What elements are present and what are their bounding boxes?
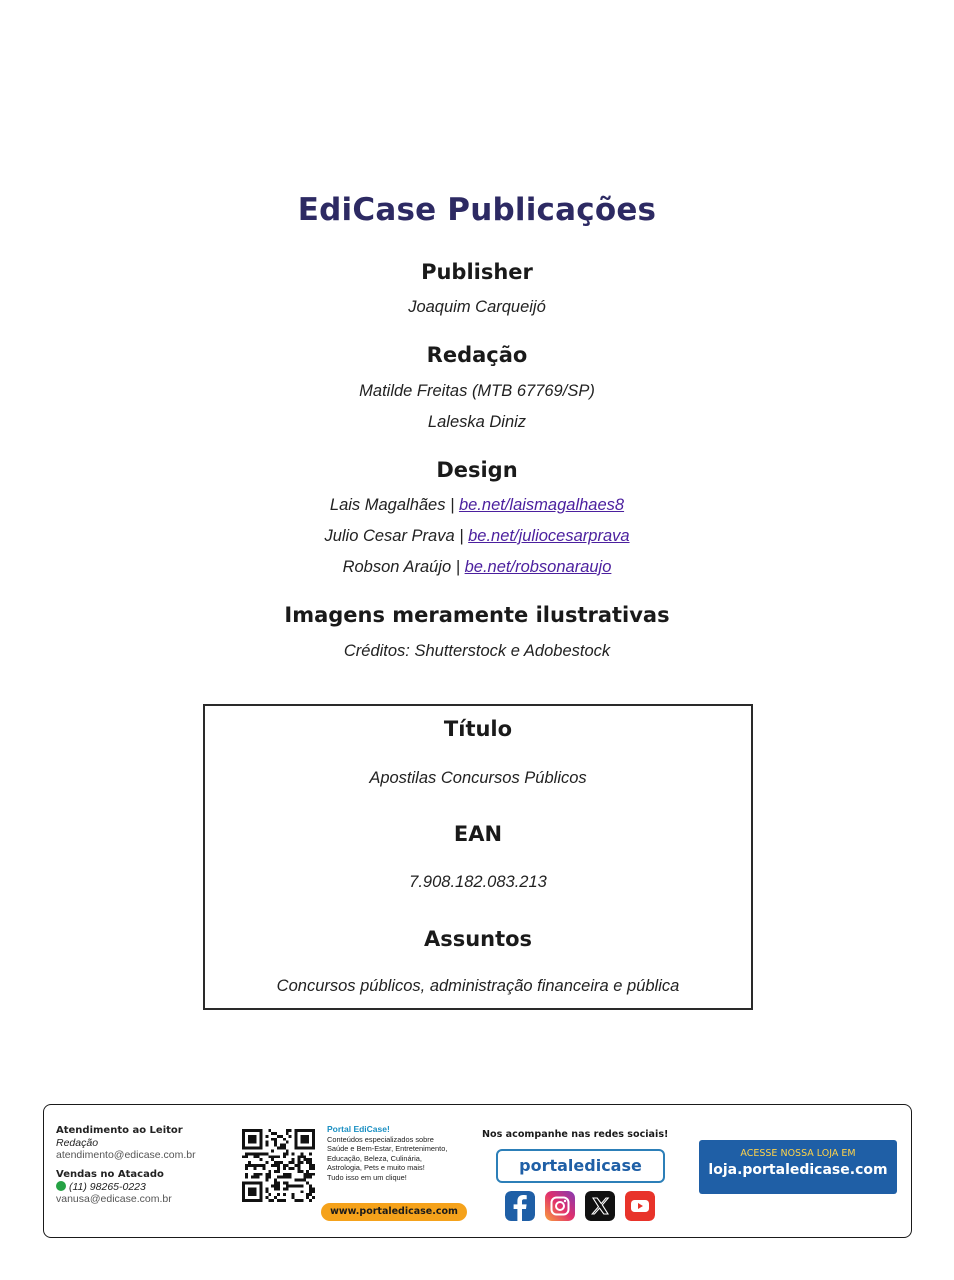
redacao-line-1: Matilde Freitas (MTB 67769/SP)	[359, 382, 595, 400]
publisher-name: Joaquim Carqueijó	[408, 298, 546, 316]
page-title: EdiCase Publicações	[297, 192, 657, 228]
designer-link[interactable]: be.net/laismagalhaes8	[458, 496, 625, 514]
titulo-heading: Título	[443, 717, 513, 741]
store-button[interactable]	[699, 1140, 897, 1194]
atacado-title: Vendas no Atacado	[56, 1169, 164, 1180]
portal-line: Tudo isso em um clique!	[327, 1172, 407, 1182]
leitor-title: Atendimento ao Leitor	[56, 1125, 183, 1136]
publisher-heading: Publisher	[421, 260, 533, 284]
portal-title: Portal EdiCase!	[327, 1124, 390, 1134]
design-credit-3	[0, 558, 954, 577]
portal-line: Astrologia, Pets e muito mais!	[327, 1163, 425, 1173]
social-handle[interactable]: portaledicase	[496, 1149, 665, 1183]
atacado-phone-row	[56, 1181, 196, 1193]
portal-url-link[interactable]: www.portaledicase.com	[321, 1203, 467, 1221]
portal-line: Educação, Beleza, Culinária,	[327, 1153, 422, 1163]
atacado-email[interactable]: vanusa@edicase.com.br	[56, 1193, 172, 1205]
store-line-1: ACESSE NOSSA LOJA EM	[740, 1148, 856, 1159]
facebook-icon[interactable]	[505, 1191, 535, 1221]
assuntos-heading: Assuntos	[423, 927, 533, 951]
design-heading: Design	[436, 458, 518, 482]
qr-code-icon	[242, 1129, 315, 1202]
ean-value: 7.908.182.083.213	[409, 873, 547, 891]
designer-name: Julio Cesar Prava |	[324, 527, 464, 545]
leitor-sub: Redação	[56, 1137, 99, 1149]
youtube-icon[interactable]	[625, 1191, 655, 1221]
portal-block	[327, 1125, 477, 1183]
portal-line: Conteúdos especializados sobre	[327, 1134, 434, 1144]
leitor-email[interactable]: atendimento@edicase.com.br	[56, 1149, 196, 1161]
social-title: Nos acompanhe nas redes sociais!	[482, 1129, 669, 1140]
redacao-heading: Redação	[426, 343, 528, 367]
portal-line: Saúde e Bem-Estar, Entretenimento,	[327, 1144, 448, 1154]
whatsapp-icon	[56, 1181, 66, 1191]
instagram-icon[interactable]	[545, 1191, 575, 1221]
footer-banner	[43, 1104, 912, 1238]
product-info-box	[203, 704, 753, 1010]
assuntos-value: Concursos públicos, administração financeira e pública	[276, 977, 680, 995]
x-icon[interactable]	[585, 1191, 615, 1221]
contact-block	[56, 1125, 196, 1205]
designer-link[interactable]: be.net/juliocesarprava	[468, 527, 630, 545]
store-line-2: loja.portaledicase.com	[708, 1162, 888, 1178]
designer-name: Robson Araújo |	[342, 558, 461, 576]
design-credit-1	[0, 496, 954, 515]
designer-link[interactable]: be.net/robsonaraujo	[464, 558, 612, 576]
imagens-credits: Créditos: Shutterstock e Adobestock	[343, 642, 611, 660]
titulo-value: Apostilas Concursos Públicos	[369, 769, 587, 787]
designer-name: Lais Magalhães |	[329, 496, 455, 514]
ean-heading: EAN	[453, 822, 503, 846]
imagens-heading: Imagens meramente ilustrativas	[284, 603, 670, 627]
redacao-line-2: Laleska Diniz	[427, 413, 527, 431]
design-credit-2	[0, 527, 954, 546]
atacado-phone: (11) 98265-0223	[69, 1181, 146, 1193]
